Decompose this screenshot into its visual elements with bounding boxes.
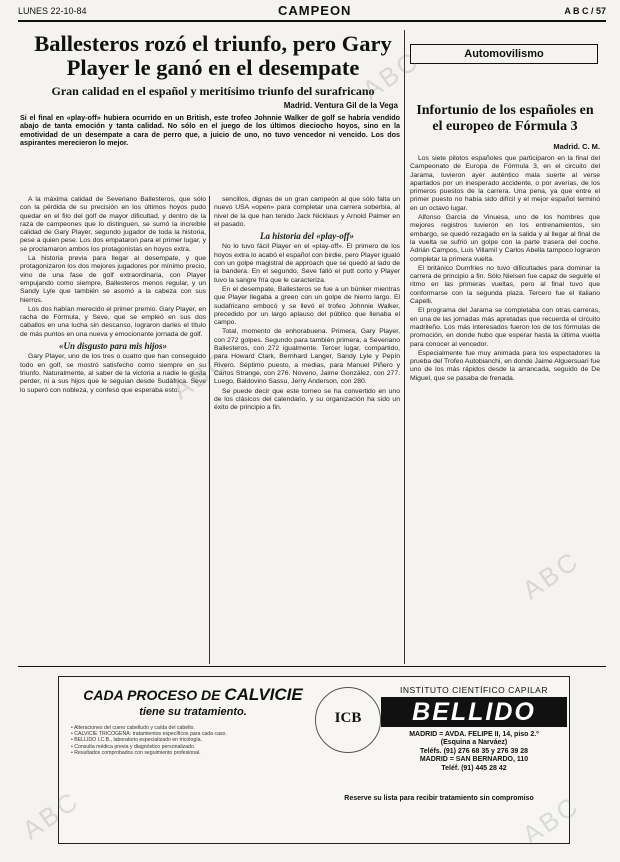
address-line: (Esquina a Narváez): [440, 739, 508, 747]
section-title: CAMPEON: [278, 3, 352, 18]
abc-watermark: ABC: [166, 344, 236, 406]
paragraph: El programa del Jarama se completaba con otras carreras, en una de las jornadas más apretadas que recuerda el circuito madrileño. Los más interesados fueron los de los fórmulas de promoción, en donde hubo que esperar hasta la última vuelta para conocer al vencedor.: [410, 307, 600, 348]
ad-address: [381, 731, 567, 773]
paragraph: El británico Dumfries no tuvo dificultades para dominar la carrera de principio a fin. Sólo Nielsen fue capaz de seguirle el ritmo en las primeras vueltas, pero al final tuvo que conformarse con la segunda plaza. Tercero fue el italiano Capelli.: [410, 264, 600, 306]
address-line: Teléf. (91) 445 28 42: [441, 764, 507, 772]
address-line: MADRID = SAN BERNARDO, 110: [419, 756, 529, 764]
abc-watermark: ABC: [516, 789, 586, 851]
article-lede: Si el final en «play-off» hubiera ocurrido en un British, este trofeo Johnnie Walker de golf se habría vendido abajo de tanta emoción y tanta calidad. No sólo en el juego de los últimos dieciocho hoyos, sino en la emotividad de un desempate a cara de perro que, a juicio de uno, no tuvo vencedor ni vencido. Los dos aspirantes merecieron lo mejor.: [20, 113, 400, 148]
address-line: Teléfs. (91) 276 68 35 y 276 39 28: [419, 747, 529, 755]
ad-bullet: • Consulta médica previa y diagnóstico personalizado.: [71, 743, 196, 750]
sidebar-section-label: Automovilismo: [410, 44, 598, 64]
article-headline: Ballesteros rozó el triunfo, pero Gary Player le ganó en el desempate: [34, 31, 392, 80]
page-number: A B C / 57: [564, 6, 606, 16]
sidebar-divider: [404, 30, 405, 664]
ad-title-prefix: CADA PROCESO DE: [83, 687, 221, 703]
paragraph: La historia previa para llegar al desempate, y que protagonizaron los dos mejores jugadores por mínimo precio, vino de una fase de golf extraordinaria, con Player empujando como siempre, Ballesteros menos regular, y un Sandy Lyle que también se asomó a la cabeza con sus hierros.: [20, 255, 206, 304]
article-column-2: [214, 196, 400, 413]
ad-bullet: • BELLIDO I.C.B., laboratorio especializado en tricología.: [71, 737, 202, 744]
column-divider: [209, 196, 210, 664]
icb-seal-logo: [315, 687, 381, 753]
paragraph: sencillos, dignas de un gran campeón al que sólo falta un nuevo USA «open» para completar una carrera soberbia, al nivel de la que han tenido Jack Nicklaus y Arnold Palmer en el pasado.: [214, 196, 400, 228]
article-byline: Madrid. Ventura Gil de la Vega: [283, 101, 398, 110]
ad-bullet: • Resultados comprobados con seguimiento profesional.: [71, 749, 201, 756]
paragraph: En el desempate, Ballesteros se fue a un búnker mientras que Player llegaba a green con un golpe de hierro largo. El sudafricano embocó y se llevó el trofeo Johnnie Walker, precedido por un largo aplauso del público que llenaba el campo.: [214, 285, 400, 327]
ad-subtitle: tiene su tratamiento.: [139, 706, 247, 718]
sidebar-headline: Infortunio de los españoles en el europeo de Fórmula 3: [416, 103, 594, 134]
ad-bullet: • CALVICIE TRICÓGENA: tratamientos específicos para cada caso.: [71, 731, 227, 738]
abc-watermark: ABC: [16, 784, 86, 846]
paragraph: Los dos habían merecido el primer premio. Gary Player, en racha de Fórmula, y Seve, que se empleó en sus dos caballos en una lucha sin descanso, lograron darles el título de más puntos en una nueva y emocionante jornada de golf.: [20, 305, 206, 338]
article-subheadline: Gran calidad en el español y meritísimo triunfo del surafricano: [51, 84, 375, 98]
ad-top-rule: [18, 666, 606, 667]
ad-bullet: • Alteraciones del cuero cabelludo y caída del cabello.: [71, 725, 195, 731]
column-subhead: La historia del «play-off»: [259, 231, 355, 242]
page-header: [18, 3, 606, 18]
article-column-1: [20, 196, 206, 396]
paragraph: Especialmente fue muy animada para los espectadores la prueba del Trofeo Autobianchi, en donde Jaime Alguersuari fue uno de los más rápidos desde la arrancada, seguido de De Miguel, que se pasaba de frenada.: [410, 349, 600, 382]
paragraph: Se puede decir que este torneo se ha convertido en uno de los clásicos del calendario, y su organización ha sido un éxito de principio a fin.: [214, 387, 400, 412]
sidebar-byline: Madrid. C. M.: [553, 142, 600, 151]
paragraph: Alfonso García de Vinuesa, uno de los hombres que mejores registros tuvieron en los entrenamientos, sin embargo, se quedó rezagado en la salida y al llegar al final de la vuelta se sufrió un golpe con la parte trasera del coche. Adrián Campos, Luis Villamil y Carlos Abella tampoco lograron completar la primera vuelta.: [410, 214, 600, 263]
paragraph: No lo tuvo fácil Player en el «play-off». El primero de los hoyos extra lo acabó el español con birdie, pero Player igualó con un golpe magistral de approach que se quedó al lado de la bandera. En el segundo, Seve falló el putt corto y Player tuvo la sangre fría que le caracteriza.: [214, 243, 400, 284]
header-rule: [18, 20, 606, 22]
brand-logo: BELLIDO: [381, 697, 567, 727]
advertisement: [58, 676, 570, 844]
ad-bullets: [71, 725, 351, 756]
ad-title: [83, 687, 303, 703]
sidebar-body: [410, 155, 600, 384]
ad-title-word: CALVICIE: [224, 685, 303, 704]
abc-watermark: ABC: [356, 44, 426, 106]
paragraph: Total, momento de enhorabuena. Primera, Gary Player, con 272 golpes. Segundo para también primera, a Severiano Ballesteros, con 272 igualmente. Tercer lugar, compartido, para Howard Clark, Bernhard Langer, Sandy Lyle y Pepín Rivero. Séptimo puesto, a medias, para Manuel Piñero y Carlos Strange, con 276. Noveno, Jaime González, con 277. Luego, Baldovino Sassu, Jerry Anderson, con 280.: [214, 328, 400, 386]
seal-text: ICB: [334, 710, 362, 726]
column-subhead: «Un disgusto para mis hijos»: [58, 341, 168, 352]
address-line: MADRID = AVDA. FELIPE II, 14, piso 2.º: [409, 731, 539, 738]
paragraph: Los siete pilotos españoles que participaron en la final del Campeonato de Europa de Fórmula 3, en el circuito del Jarama, tuvieron ayer auténtico mala suerte al verse apartados por un inesperado accidente, o por averías, de los primeros puestos de la carrera. Una pena, ya que entre el primer puesto no había sido difícil y el mejor español terminó en un octavo lugar.: [410, 155, 600, 212]
abc-watermark: ABC: [516, 544, 586, 606]
paragraph: A la máxima calidad de Severiano Ballesteros, que sólo con la pérdida de su precisión en los últimos hoyos pudo quedar en el filo del golf de mayor dificultad, y dentro de la raza de campeones que lo distinguen, se sumó la increíble calidad de Gary Player, segundo jugador de toda la historia, pese a quien pese. Los dos empataron para el primer lugar, y se proclamaron ambos los protagonistas en hoyos extra.: [20, 196, 206, 253]
institute-name: INSTITUTO CIENTÍFICO CAPILAR: [400, 685, 548, 695]
ad-call-to-action: Reserve su lista para recibir tratamiento sin compromiso: [344, 795, 534, 802]
issue-date: LUNES 22-10-84: [18, 6, 87, 16]
paragraph: Gary Player, uno de los tres o cuatro que han conseguido todo en golf, se mostró satisfecho como siempre en su triunfo. Naturalmente, al saber de la victoria a nadie le gusta perder, ni a sus hijos que le seguían desde Sudáfrica. Seve lo superó con nobleza, y confesó que esperaba esto.: [20, 353, 206, 394]
